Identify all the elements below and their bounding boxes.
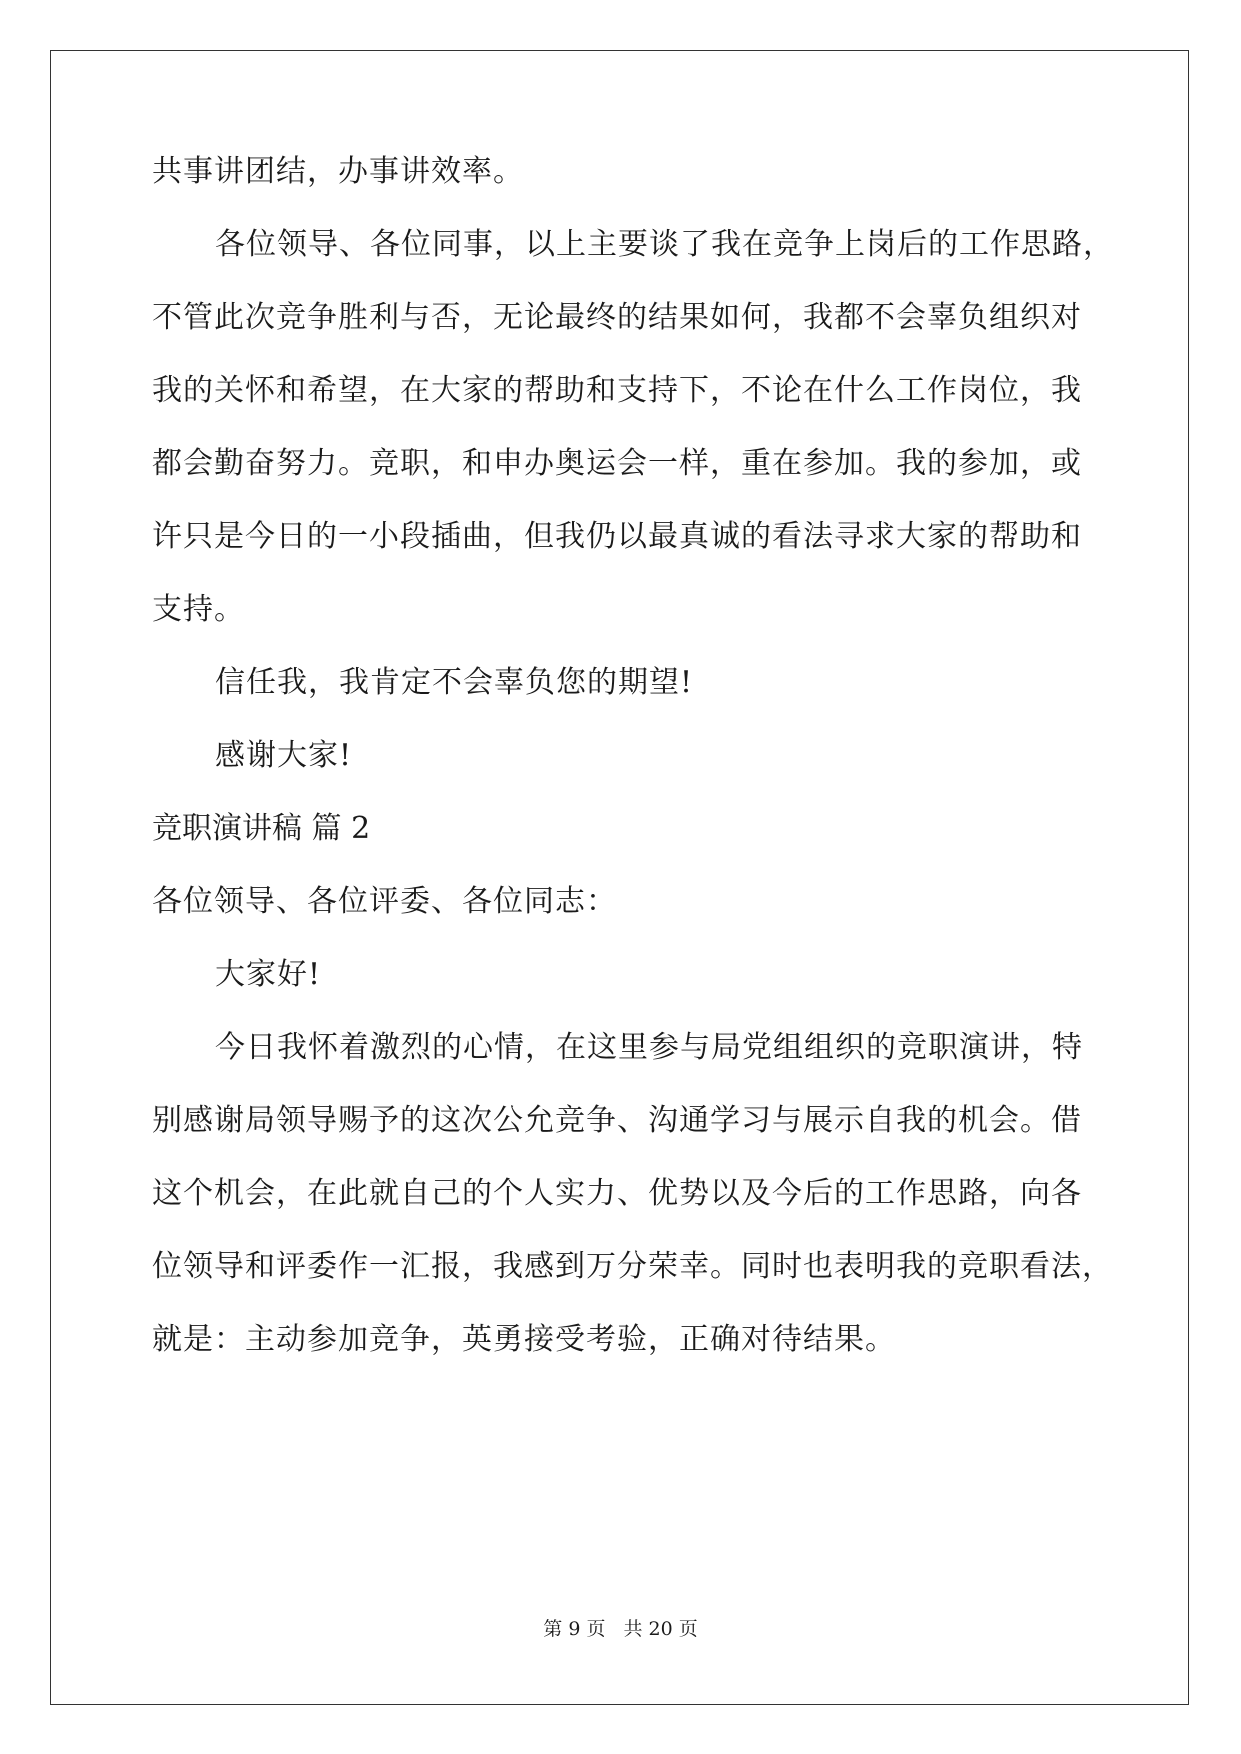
body-text-line: 我的关怀和希望，在大家的帮助和支持下，不论在什么工作岗位，我 xyxy=(152,373,1082,408)
salutation-line: 各位领导、各位评委、各位同志： xyxy=(152,884,617,919)
body-text-line: 就是：主动参加竞争，英勇接受考验，正确对待结果。 xyxy=(152,1322,896,1357)
body-text-line: 信任我，我肯定不会辜负您的期望! xyxy=(215,665,694,700)
body-text-line: 别感谢局领导赐予的这次公允竞争、沟通学习与展示自我的机会。借 xyxy=(152,1103,1082,1138)
body-text-line: 共事讲团结，办事讲效率。 xyxy=(152,154,524,189)
page-total: 共 20 页 xyxy=(623,1618,698,1640)
body-text-line: 许只是今日的一小段插曲，但我仍以最真诚的看法寻求大家的帮助和 xyxy=(152,519,1082,554)
greeting-line: 大家好! xyxy=(215,957,322,992)
body-text-line: 支持。 xyxy=(152,592,245,627)
body-text-line: 感谢大家! xyxy=(215,738,353,773)
page-footer xyxy=(0,1617,1241,1641)
page-number: 第 9 页 xyxy=(543,1618,606,1640)
body-text-line: 都会勤奋努力。竞职，和申办奥运会一样，重在参加。我的参加，或 xyxy=(152,446,1082,481)
body-text-line: 今日我怀着激烈的心情，在这里参与局党组组织的竞职演讲，特 xyxy=(215,1030,1083,1065)
body-text-line: 位领导和评委作一汇报，我感到万分荣幸。同时也表明我的竞职看法， xyxy=(152,1249,1113,1284)
section-heading: 竞职演讲稿 篇 2 xyxy=(152,811,371,846)
body-text-line: 这个机会，在此就自己的个人实力、优势以及今后的工作思路，向各 xyxy=(152,1176,1082,1211)
body-text-line: 不管此次竞争胜利与否，无论最终的结果如何，我都不会辜负组织对 xyxy=(152,300,1082,335)
body-text-line: 各位领导、各位同事，以上主要谈了我在竞争上岗后的工作思路， xyxy=(215,227,1114,262)
